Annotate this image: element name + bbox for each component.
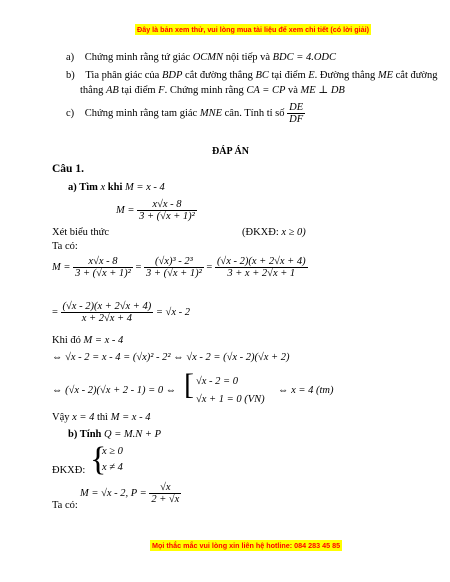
conclusion-a: Vậy x = 4 thì M = x - 4 [52, 412, 151, 423]
condition-brace: { [90, 441, 107, 478]
condition-2: x ≠ 4 [102, 462, 123, 473]
item-b-angle: BDP [161, 70, 183, 81]
part-b-heading: b) Tính Q = M.N + P [68, 429, 162, 440]
khido-line: Khi đó M = x - 4 [52, 335, 124, 346]
equation-3: ⇔ √x - 2 = x - 4 = (√x)² - 2² ⇔ √x - 2 = (√x - 2)(√x + 2) [52, 352, 290, 363]
xet-text: Xét biểu thức [52, 227, 110, 238]
hotline-banner: Mọi thắc mắc vui lòng xin liên hệ hotline: 084 283 45 85 [152, 541, 341, 550]
condition-1: x ≥ 0 [102, 446, 123, 457]
item-b-text7: . Chứng minh rằng [164, 85, 244, 96]
eq1-fraction-3: $\frac{(√x - 2)(x + 2√x + 4)}{3 + x + 2√x + 1}$ [216, 256, 306, 279]
case-bracket: [ [184, 368, 194, 401]
item-b-line: BC [255, 70, 269, 81]
dkxd-note: (ĐKXĐ: x ≥ 0) [242, 227, 306, 238]
item-b-line-2 [80, 84, 345, 96]
eq1-fraction-2: $\frac{\text{(√x)³ - 2³}}{\text{3 + (√x + 1)²}}$ [146, 256, 202, 279]
item-b-and: và [288, 85, 298, 96]
item-b-ab: AB [105, 85, 119, 96]
case-2: √x + 1 = 0 (VN) [196, 394, 265, 405]
item-b-text3: tại điểm [271, 70, 306, 81]
item-c-label: c) [66, 107, 75, 119]
p-fraction: $\frac{√x}{2 + √x}$ [151, 482, 180, 505]
dkxd-label: ĐKXĐ: [52, 465, 86, 476]
item-c-text: Chứng minh rằng tam giác [84, 107, 198, 119]
item-b-text4: . Đường thẳng [314, 70, 376, 81]
mp-line: M = √x - 2, P = $\frac{√x}{2 + √x}$ [80, 482, 180, 505]
answer-title: ĐÁP ÁN [212, 146, 249, 157]
item-c-tri: MNE [199, 107, 223, 119]
item-b-pt: E [308, 70, 315, 81]
item-c-ratio: $\frac{DE}{DF}$ [289, 102, 304, 125]
item-b-label: b) [66, 70, 75, 81]
item-c-text2: cân. Tính tỉ số [224, 107, 285, 119]
item-b-f: F [158, 85, 165, 96]
item-a-eq: BDC = 4.ODC [272, 52, 337, 63]
item-b-text5: cắt đường [395, 70, 438, 81]
item-a-text: Chứng minh rằng tứ giác [84, 52, 191, 63]
taco-2: Ta có: [52, 500, 78, 511]
item-b-text2: cắt đường thẳng [185, 70, 253, 81]
m-definition-fraction: $\frac{x√x - 8}{\text{3 + (√x + 1)²}}$ [139, 199, 195, 222]
case-1: √x - 2 = 0 [196, 376, 239, 387]
item-c [66, 102, 305, 125]
question-title: Câu 1. [52, 163, 84, 175]
item-b-text6: tại điểm [121, 85, 156, 96]
item-b-perp: ME ⊥ DB [300, 85, 345, 96]
taco-1: Ta có: [52, 241, 78, 252]
preview-banner: Đây là bản xem thử, vui lòng mua tài liệu để xem chi tiết (có lời giải) [137, 25, 369, 34]
item-a-text2: nội tiếp và [225, 52, 271, 63]
m-definition: M = $\frac{x√x - 8}{\text{3 + (√x + 1)²}}$ [116, 199, 195, 222]
part-a-heading: a) Tìm x khi M = x - 4 [68, 182, 165, 193]
eq1-fraction-1: $\frac{x√x - 8}{\text{3 + (√x + 1)²}}$ [75, 256, 131, 279]
equation-4-right: ⇔ x = 4 (tm) [278, 385, 334, 396]
equation-1: M = $\frac{x√x - 8}{\text{3 + (√x + 1)²}}$ = $\frac{\text{(√x)³ - 2³}}{\text{3 + (√x + 1)²}}$ = $\frac{(√x - 2)(x + 2√x + 4)}{3 + x + 2√x + 1}$ [52, 256, 306, 279]
item-a-quad: OCMN [192, 52, 224, 63]
equation-2: = $\frac{(√x - 2)(x + 2√x + 4)}{x + 2√x + 4}$ = √x - 2 [52, 301, 190, 324]
item-a-label: a) [66, 52, 75, 63]
item-b [66, 70, 437, 81]
item-b-cond: CA = CP [246, 85, 286, 96]
eq2-fraction: $\frac{(√x - 2)(x + 2√x + 4)}{x + 2√x + 4}$ [62, 301, 152, 324]
item-b-text: Tia phân giác của [85, 70, 160, 81]
item-a [66, 52, 336, 63]
equation-4-left: ⇔ (√x - 2)(√x + 2 - 1) = 0 ⇔ [52, 385, 177, 396]
item-b-thang: thẳng [80, 85, 104, 96]
item-b-line2: ME [377, 70, 393, 81]
